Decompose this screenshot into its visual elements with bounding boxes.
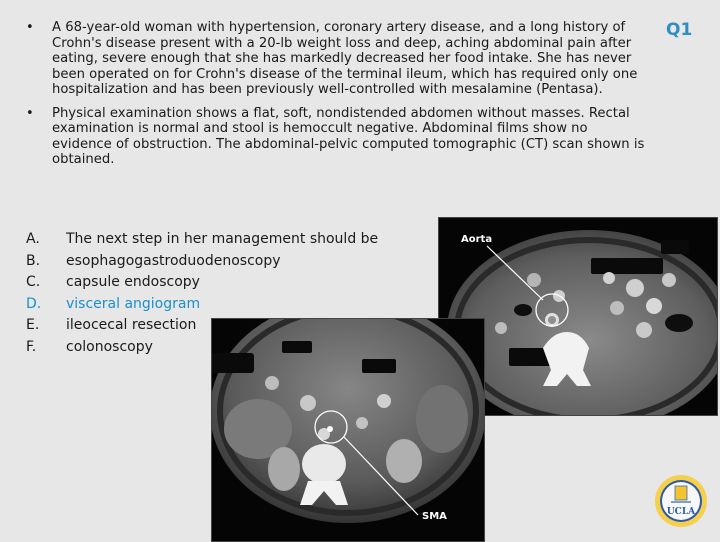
case-bullet-history <box>26 20 646 98</box>
option-text: visceral angiogram <box>66 295 201 312</box>
case-description <box>26 20 646 168</box>
option-text: esophagogastroduodenoscopy <box>66 252 281 269</box>
option-letter: C. <box>26 274 41 290</box>
option-b <box>26 251 378 273</box>
question-label: Q1 <box>666 20 693 40</box>
aorta-label: Aorta <box>461 234 493 245</box>
bullet-marker: • <box>26 20 34 35</box>
option-text: The next step in her management should be <box>66 231 379 247</box>
bullet-marker: • <box>26 105 34 121</box>
option-a <box>26 229 378 251</box>
ucla-seal-logo <box>654 474 708 528</box>
option-letter: B. <box>26 252 41 269</box>
case-history-text: A 68-year-old woman with hypertension, coronary artery disease, and a long history of Crohn's disease present with a 20-lb weight loss and deep, aching abdominal pain after eating, severe enough that she has markedly decreased her food intake. She has never been operated on for Crohn's disease of the terminal ileum, which has required only one hospitalization and has been previously well-controlled with mesalamine (Pentasa). <box>52 20 638 97</box>
option-letter: E. <box>26 317 40 333</box>
case-exam-text: Physical examination shows a flat, soft, nondistended abdomen without masses. Rectal examination is normal and stool is hemoccult negative. Abdominal films show no evidence of obstruction. The abdominal-pelvic computed tomographic (CT) scan shown is obtained. <box>52 105 645 167</box>
option-text: capsule endoscopy <box>66 274 200 290</box>
ucla-logo-text: UCLA <box>666 507 696 517</box>
option-letter: F. <box>26 338 37 355</box>
case-bullet-exam <box>26 106 646 168</box>
option-letter: D. <box>26 295 42 312</box>
option-c <box>26 272 378 294</box>
option-d-correct <box>26 294 378 316</box>
option-letter: A. <box>26 231 40 247</box>
sma-label: SMA <box>422 511 447 522</box>
ct-scan-sma-image <box>211 318 485 542</box>
option-text: colonoscopy <box>66 338 153 355</box>
option-text: ileocecal resection <box>66 317 197 333</box>
